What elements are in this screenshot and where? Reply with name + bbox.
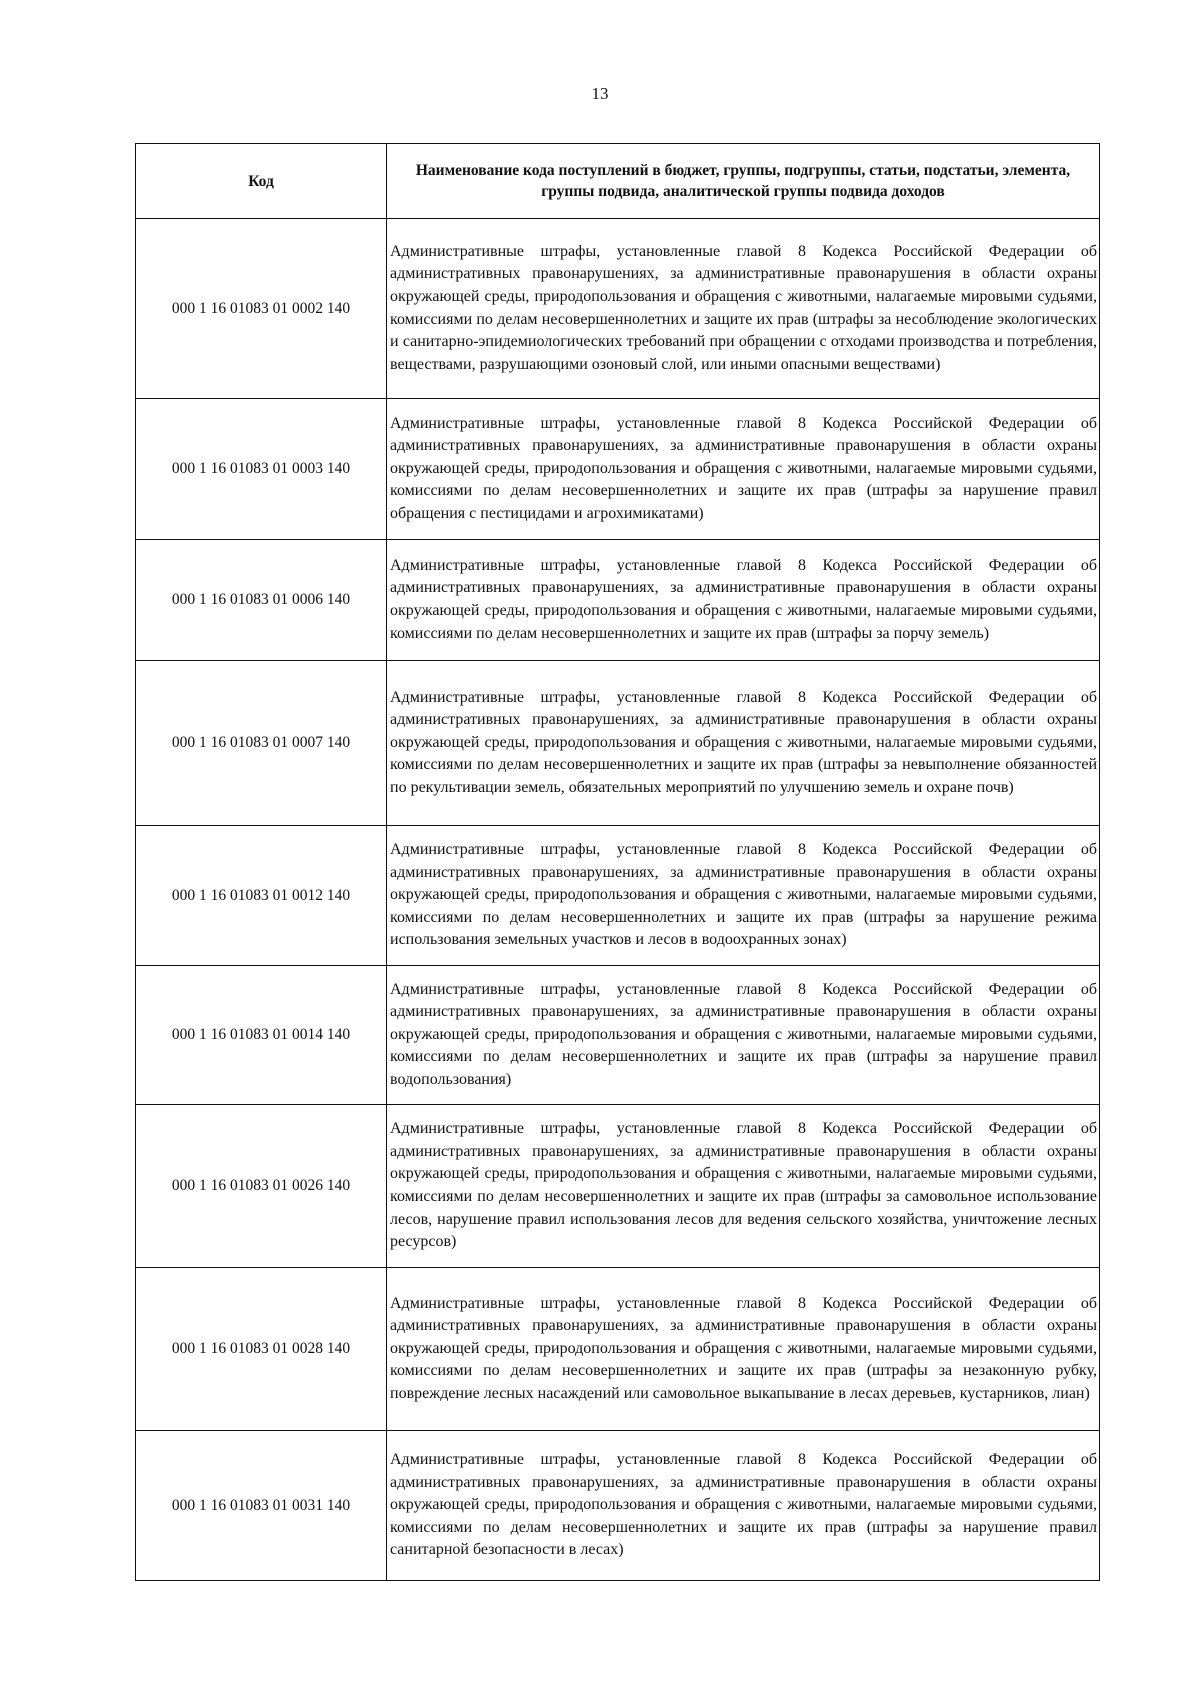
row-description: Административные штрафы, установленные главой 8 Кодекса Российской Федерации об административных правонарушениях, за административные правонарушения в области охраны окружающей среды, природопользования и обращения с животными, налагаемые мировыми судьями, комиссиями по делам несовершеннолетних и защите их прав (штрафы за незаконную рубку, повреждение лесных насаждений или самовольное выкапывание в лесах деревьев, кустарников, лиан): [387, 1268, 1100, 1431]
row-description: Административные штрафы, установленные главой 8 Кодекса Российской Федерации об административных правонарушениях, за административные правонарушения в области охраны окружающей среды, природопользования и обращения с животными, налагаемые мировыми судьями, комиссиями по делам несовершеннолетних и защите их прав (штрафы за порчу земель): [387, 540, 1100, 661]
header-code: Код: [136, 144, 387, 219]
table-row: [136, 1431, 1100, 1581]
row-code: 000 1 16 01083 01 0002 140: [136, 219, 387, 399]
table-header-row: [136, 144, 1100, 219]
row-description: Административные штрафы, установленные главой 8 Кодекса Российской Федерации об административных правонарушениях, за административные правонарушения в области охраны окружающей среды, природопользования и обращения с животными, налагаемые мировыми судьями, комиссиями по делам несовершеннолетних и защите их прав (штрафы за несоблюдение экологических и санитарно-эпидемиологических требований при обращении с отходами производства и потребления, веществами, разрушающими озоновый слой, или иными опасными веществами): [387, 219, 1100, 399]
row-description: Административные штрафы, установленные главой 8 Кодекса Российской Федерации об административных правонарушениях, за административные правонарушения в области охраны окружающей среды, природопользования и обращения с животными, налагаемые мировыми судьями, комиссиями по делам несовершеннолетних и защите их прав (штрафы за нарушение режима использования земельных участков и лесов в водоохранных зонах): [387, 826, 1100, 966]
row-code: 000 1 16 01083 01 0026 140: [136, 1105, 387, 1268]
row-code: 000 1 16 01083 01 0031 140: [136, 1431, 387, 1581]
header-name: Наименование кода поступлений в бюджет, группы, подгруппы, статьи, подстатьи, элемента, группы подвида, аналитической группы подвида доходов: [387, 144, 1100, 219]
row-code: 000 1 16 01083 01 0007 140: [136, 661, 387, 826]
row-code: 000 1 16 01083 01 0012 140: [136, 826, 387, 966]
row-description: Административные штрафы, установленные главой 8 Кодекса Российской Федерации об административных правонарушениях, за административные правонарушения в области охраны окружающей среды, природопользования и обращения с животными, налагаемые мировыми судьями, комиссиями по делам несовершеннолетних и защите их прав (штрафы за нарушение правил обращения с пестицидами и агрохимикатами): [387, 399, 1100, 540]
table-row: [136, 1105, 1100, 1268]
table-row: [136, 661, 1100, 826]
table-row: [136, 219, 1100, 399]
row-description: Административные штрафы, установленные главой 8 Кодекса Российской Федерации об административных правонарушениях, за административные правонарушения в области охраны окружающей среды, природопользования и обращения с животными, налагаемые мировыми судьями, комиссиями по делам несовершеннолетних и защите их прав (штрафы за нарушение правил санитарной безопасности в лесах): [387, 1431, 1100, 1581]
table-row: [136, 826, 1100, 966]
table-row: [136, 966, 1100, 1105]
row-description: Административные штрафы, установленные главой 8 Кодекса Российской Федерации об административных правонарушениях, за административные правонарушения в области охраны окружающей среды, природопользования и обращения с животными, налагаемые мировыми судьями, комиссиями по делам несовершеннолетних и защите их прав (штрафы за самовольное использование лесов, нарушение правил использования лесов для ведения сельского хозяйства, уничтожение лесных ресурсов): [387, 1105, 1100, 1268]
table-row: [136, 399, 1100, 540]
row-description: Административные штрафы, установленные главой 8 Кодекса Российской Федерации об административных правонарушениях, за административные правонарушения в области охраны окружающей среды, природопользования и обращения с животными, налагаемые мировыми судьями, комиссиями по делам несовершеннолетних и защите их прав (штрафы за невыполнение обязанностей по рекультивации земель, обязательных мероприятий по улучшению земель и охране почв): [387, 661, 1100, 826]
row-code: 000 1 16 01083 01 0006 140: [136, 540, 387, 661]
revenue-codes-table: [135, 143, 1100, 1581]
table-row: [136, 540, 1100, 661]
page-number: 13: [591, 84, 609, 103]
row-description: Административные штрафы, установленные главой 8 Кодекса Российской Федерации об административных правонарушениях, за административные правонарушения в области охраны окружающей среды, природопользования и обращения с животными, налагаемые мировыми судьями, комиссиями по делам несовершеннолетних и защите их прав (штрафы за нарушение правил водопользования): [387, 966, 1100, 1105]
table-row: [136, 1268, 1100, 1431]
row-code: 000 1 16 01083 01 0028 140: [136, 1268, 387, 1431]
row-code: 000 1 16 01083 01 0014 140: [136, 966, 387, 1105]
row-code: 000 1 16 01083 01 0003 140: [136, 399, 387, 540]
